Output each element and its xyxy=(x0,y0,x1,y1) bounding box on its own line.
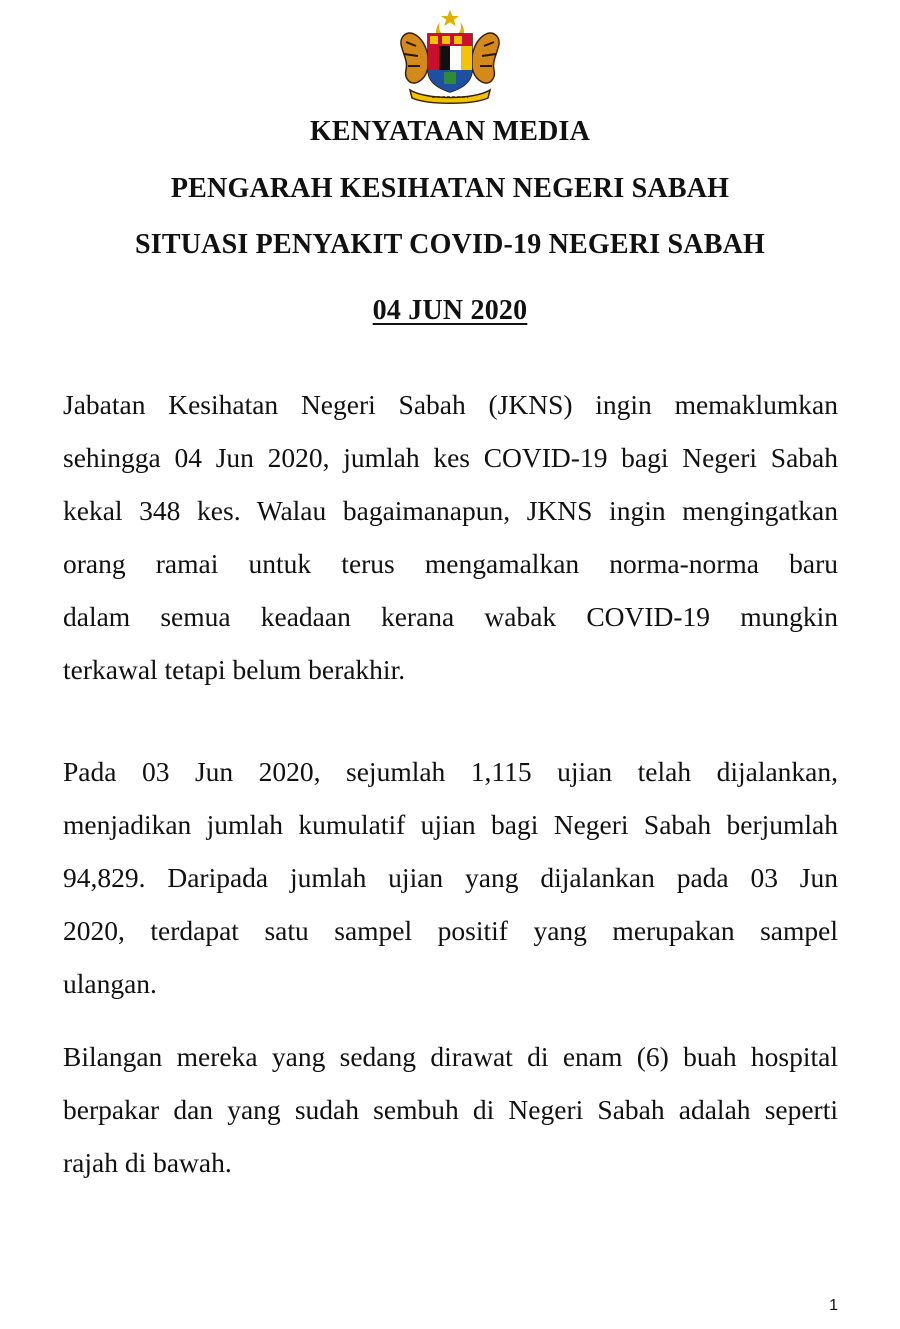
document-topic: SITUASI PENYAKIT COVID-19 NEGERI SABAH xyxy=(135,229,765,260)
paragraph-line: orang ramai untuk terus mengamalkan norma-norma baru xyxy=(63,548,838,579)
paragraph-line: menjadikan jumlah kumulatif ujian bagi Negeri Sabah berjumlah xyxy=(63,809,838,840)
paragraph-line: Pada 03 Jun 2020, sejumlah 1,115 ujian telah dijalankan, xyxy=(63,756,838,787)
malaysia-coat-of-arms-icon xyxy=(392,8,508,106)
paragraph-line: 2020, terdapat satu sampel positif yang merupakan sampel xyxy=(63,915,838,946)
paragraph-testing xyxy=(63,745,838,1010)
document-subtitle: PENGARAH KESIHATAN NEGERI SABAH xyxy=(170,173,730,204)
document-date-text: 04 JUN 2020 xyxy=(372,295,528,326)
document-title: KENYATAAN MEDIA xyxy=(309,116,591,147)
paragraph-line: sehingga 04 Jun 2020, jumlah kes COVID-19 bagi Negeri Sabah xyxy=(63,442,838,473)
paragraph-hospitals xyxy=(63,1030,838,1189)
paragraph-case-status xyxy=(63,378,838,696)
paragraph-line: terkawal tetapi belum berakhir. xyxy=(63,654,406,685)
page-number: 1 xyxy=(829,1297,838,1314)
paragraph-line: berpakar dan yang sudah sembuh di Negeri Sabah adalah seperti xyxy=(63,1094,838,1125)
paragraph-line: Bilangan mereka yang sedang dirawat di enam (6) buah hospital xyxy=(63,1041,838,1072)
paragraph-line: rajah di bawah. xyxy=(63,1147,232,1178)
paragraph-line: dalam semua keadaan kerana wabak COVID-19 mungkin xyxy=(63,601,838,632)
paragraph-line: ulangan. xyxy=(63,968,157,999)
document-date xyxy=(0,295,900,327)
paragraph-line: kekal 348 kes. Walau bagaimanapun, JKNS ingin mengingatkan xyxy=(63,495,838,526)
paragraph-line: 94,829. Daripada jumlah ujian yang dijalankan pada 03 Jun xyxy=(63,862,838,893)
paragraph-line: Jabatan Kesihatan Negeri Sabah (JKNS) ingin memaklumkan xyxy=(63,389,838,420)
